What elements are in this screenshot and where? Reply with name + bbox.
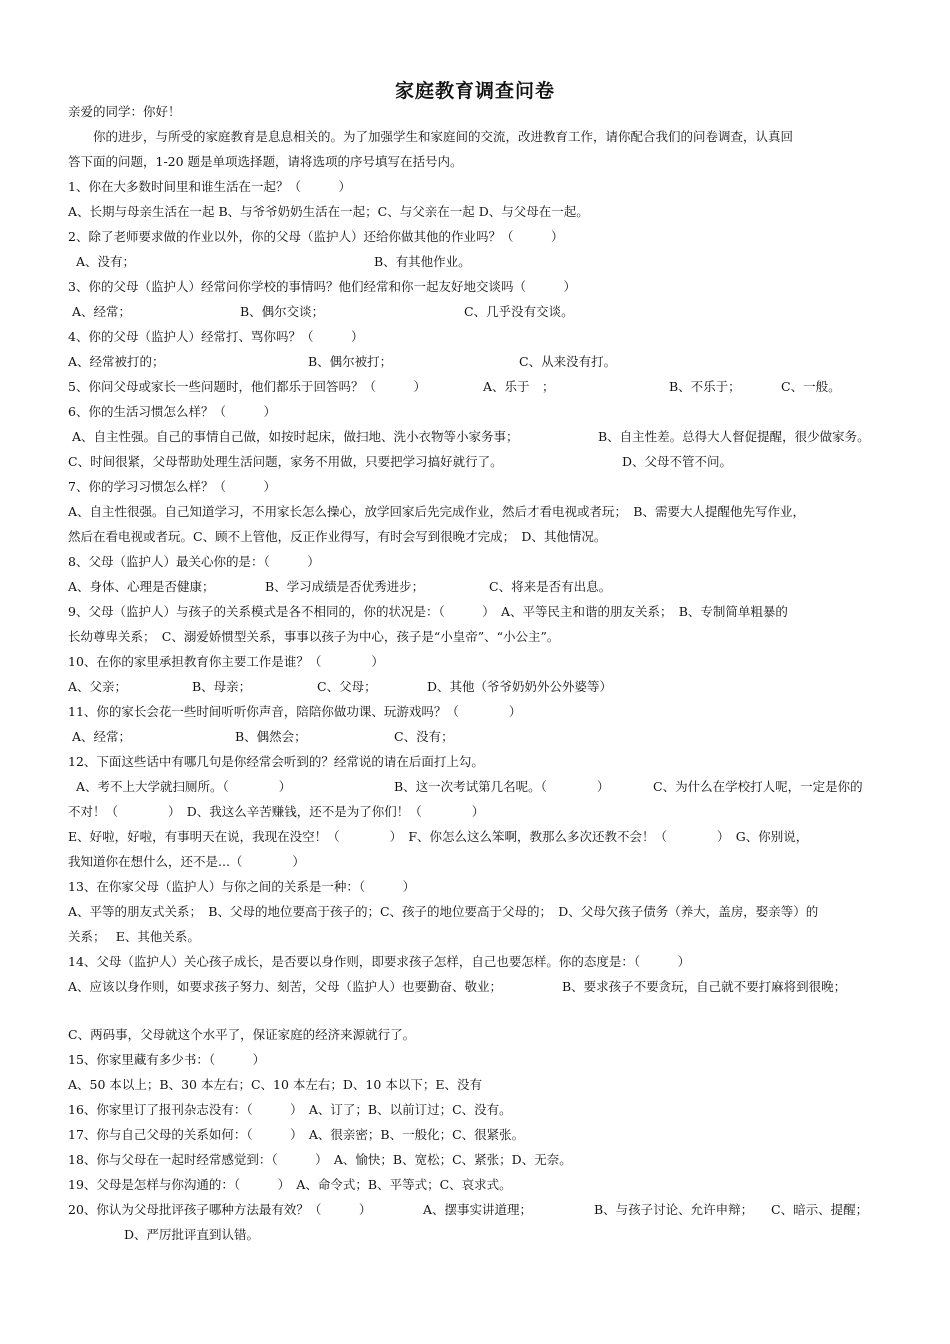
question-14-options-2: C、两码事，父母就这个水平了，保证家庭的经济来源就行了。 [68,1027,416,1042]
question-3: 3、你的父母（监护人）经常问你学校的事情吗？他们经常和你一起友好地交谈吗（ ） [68,279,576,294]
option-a: A、没有； [76,254,136,269]
question-7: 7、你的学习习惯怎么样？（ ） [68,479,276,494]
option-b: B、不乐于； [669,379,741,394]
question-13-options-1: A、平等的朋友式关系； B、父母的地位要高于孩子的；C、孩子的地位要高于父母的； D、父母欠孩子债务（养大，盖房，娶亲等）的 [68,904,819,919]
option-b: B、要求孩子不要贪玩，自己就不要打麻将到很晚； [562,979,847,994]
option-c: C、父母； [317,679,377,694]
option-a: A、考不上大学就扫厕所。（ ） [76,779,292,794]
option-c: C、从来没有打。 [519,354,617,369]
option-a: A、经常； [72,729,132,744]
intro-line-2: 答下面的问题，1-20 题是单项选择题，请将选项的序号填写在括号内。 [68,154,463,169]
question-18: 18、你与父母在一起时经常感觉到：（ ） A、愉快；B、宽松；C、紧张；D、无奈。 [68,1152,572,1167]
question-8: 8、父母（监护人）最关心你的是：（ ） [68,554,320,569]
question-11: 11、你的家长会花一些时间听听你声音，陪陪你做功课、玩游戏吗？（ ） [68,704,522,719]
option-b: B、学习成绩是否优秀进步； [265,579,425,594]
question-13: 13、在你家父母（监护人）与你之间的关系是一种：（ ） [68,879,416,894]
option-c: C、将来是否有出息。 [489,579,612,594]
option-c: C、一般。 [781,379,841,394]
option-c: C、几乎没有交谈。 [464,304,574,319]
option-c: C、时间很紧，父母帮助处理生活问题，家务不用做，只要把学习搞好就行了。 [68,454,503,469]
question-20-text: 20、你认为父母批评孩子哪种方法最有效？（ ） [68,1202,372,1217]
intro-line-1: 你的进步，与所受的家庭教育是息息相关的。为了加强学生和家庭间的交流，改进教育工作，请你配合我们的问卷调查，认真回 [93,129,794,144]
question-2: 2、除了老师要求做的作业以外，你的父母（监护人）还给你做其他的作业吗？（ ） [68,229,564,244]
option-d: D、父母不管不问。 [622,454,733,469]
option-d: D、其他（爷爷奶奶外公外婆等） [427,679,613,694]
option-a: A、经常； [72,304,132,319]
option-c: C、为什么在学校打人呢，一定是你的 [653,779,863,794]
option-b: B、与孩子讨论、允许申辩； [594,1202,754,1217]
option-c: C、暗示、提醒； [771,1202,869,1217]
question-14: 14、父母（监护人）关心孩子成长，是否要以身作则，即要求孩子怎样，自己也要怎样。你的态度是：（ ） [68,954,691,969]
question-12-options-4: 我知道你在想什么，还不是...（ ） [68,854,305,869]
question-1-options: A、长期与母亲生活在一起 B、与爷爷奶奶生活在一起；C、与父亲在一起 D、与父母在一起。 [68,204,589,219]
greeting: 亲爱的同学：你好！ [68,104,181,119]
option-a: A、身体、心理是否健康； [68,579,215,594]
option-a: A、乐于 ； [483,379,555,394]
option-a: A、经常被打的； [68,354,165,369]
question-7-options-2: 然后在看电视或者玩。C、顾不上管他，反正作业得写，有时会写到很晚才完成； D、其他情况。 [68,529,607,544]
question-20-option-d: D、严厉批评直到认错。 [124,1227,260,1242]
option-a: A、父亲； [68,679,128,694]
question-1: 1、你在大多数时间里和谁生活在一起？（ ） [68,179,351,194]
question-9-line-2: 长幼尊卑关系； C、溺爱娇惯型关系，事事以孩子为中心，孩子是“小皇帝”、“小公主”。 [68,629,560,644]
question-12: 12、下面这些话中有哪几句是你经常会听到的？经常说的请在后面打上勾。 [68,754,484,769]
option-c: C、没有； [394,729,454,744]
option-b: B、偶尔交谈； [240,304,325,319]
option-a: A、应该以身作则，如要求孩子努力、刻苦，父母（监护人）也要勤奋、敬业； [68,979,503,994]
question-19: 19、父母是怎样与你沟通的：（ ） A、命令式；B、平等式；C、哀求式。 [68,1177,512,1192]
option-a: A、自主性强。自己的事情自己做，如按时起床，做扫地、洗小衣物等小家务事； [72,429,519,444]
question-6: 6、你的生活习惯怎么样？（ ） [68,404,276,419]
question-5-text: 5、你问父母或家长一些问题时，他们都乐于回答吗？（ ） [68,379,426,394]
question-17: 17、你与自己父母的关系如何：（ ） A、很亲密；B、一般化；C、很紧张。 [68,1127,525,1142]
option-b: B、有其他作业。 [374,254,471,269]
question-9-line-1: 9、父母（监护人）与孩子的关系模式是各不相同的，你的状况是：（ ） A、平等民主和谐的朋友关系； B、专制简单粗暴的 [68,604,788,619]
option-b: B、偶尔被打； [308,354,393,369]
option-b: B、自主性差。总得大人督促提醒，很少做家务。 [598,429,870,444]
option-b: B、偶然会； [235,729,307,744]
option-b: B、母亲； [192,679,252,694]
option-a: A、摆事实讲道理； [423,1202,533,1217]
question-12-options-2: 不对！（ ） D、我这么辛苦赚钱，还不是为了你们！（ ） [68,804,485,819]
question-4: 4、你的父母（监护人）经常打、骂你吗？（ ） [68,329,364,344]
option-b: B、这一次考试第几名呢。（ ） [394,779,610,794]
question-15: 15、你家里藏有多少书：（ ） [68,1052,266,1067]
question-16: 16、你家里订了报刊杂志没有：（ ） A、订了；B、以前订过；C、没有。 [68,1102,512,1117]
question-15-options: A、50 本以上；B、30 本左右；C、10 本左右；D、10 本以下；E、没有 [68,1077,482,1092]
question-7-options-1: A、自主性很强。自己知道学习，不用家长怎么操心，放学回家后先完成作业，然后才看电视或者玩； B、需要大人提醒他先写作业， [68,504,805,519]
page-title: 家庭教育调查问卷 [394,80,555,102]
question-10: 10、在你的家里承担教育你主要工作是谁？（ ） [68,654,384,669]
question-13-options-2: 关系； E、其他关系。 [68,929,200,944]
question-12-options-3: E、好啦，好啦，有事明天在说，我现在没空！（ ） F、你怎么这么笨啊，教那么多次还教不会！（ ） G、你别说， [68,829,809,844]
